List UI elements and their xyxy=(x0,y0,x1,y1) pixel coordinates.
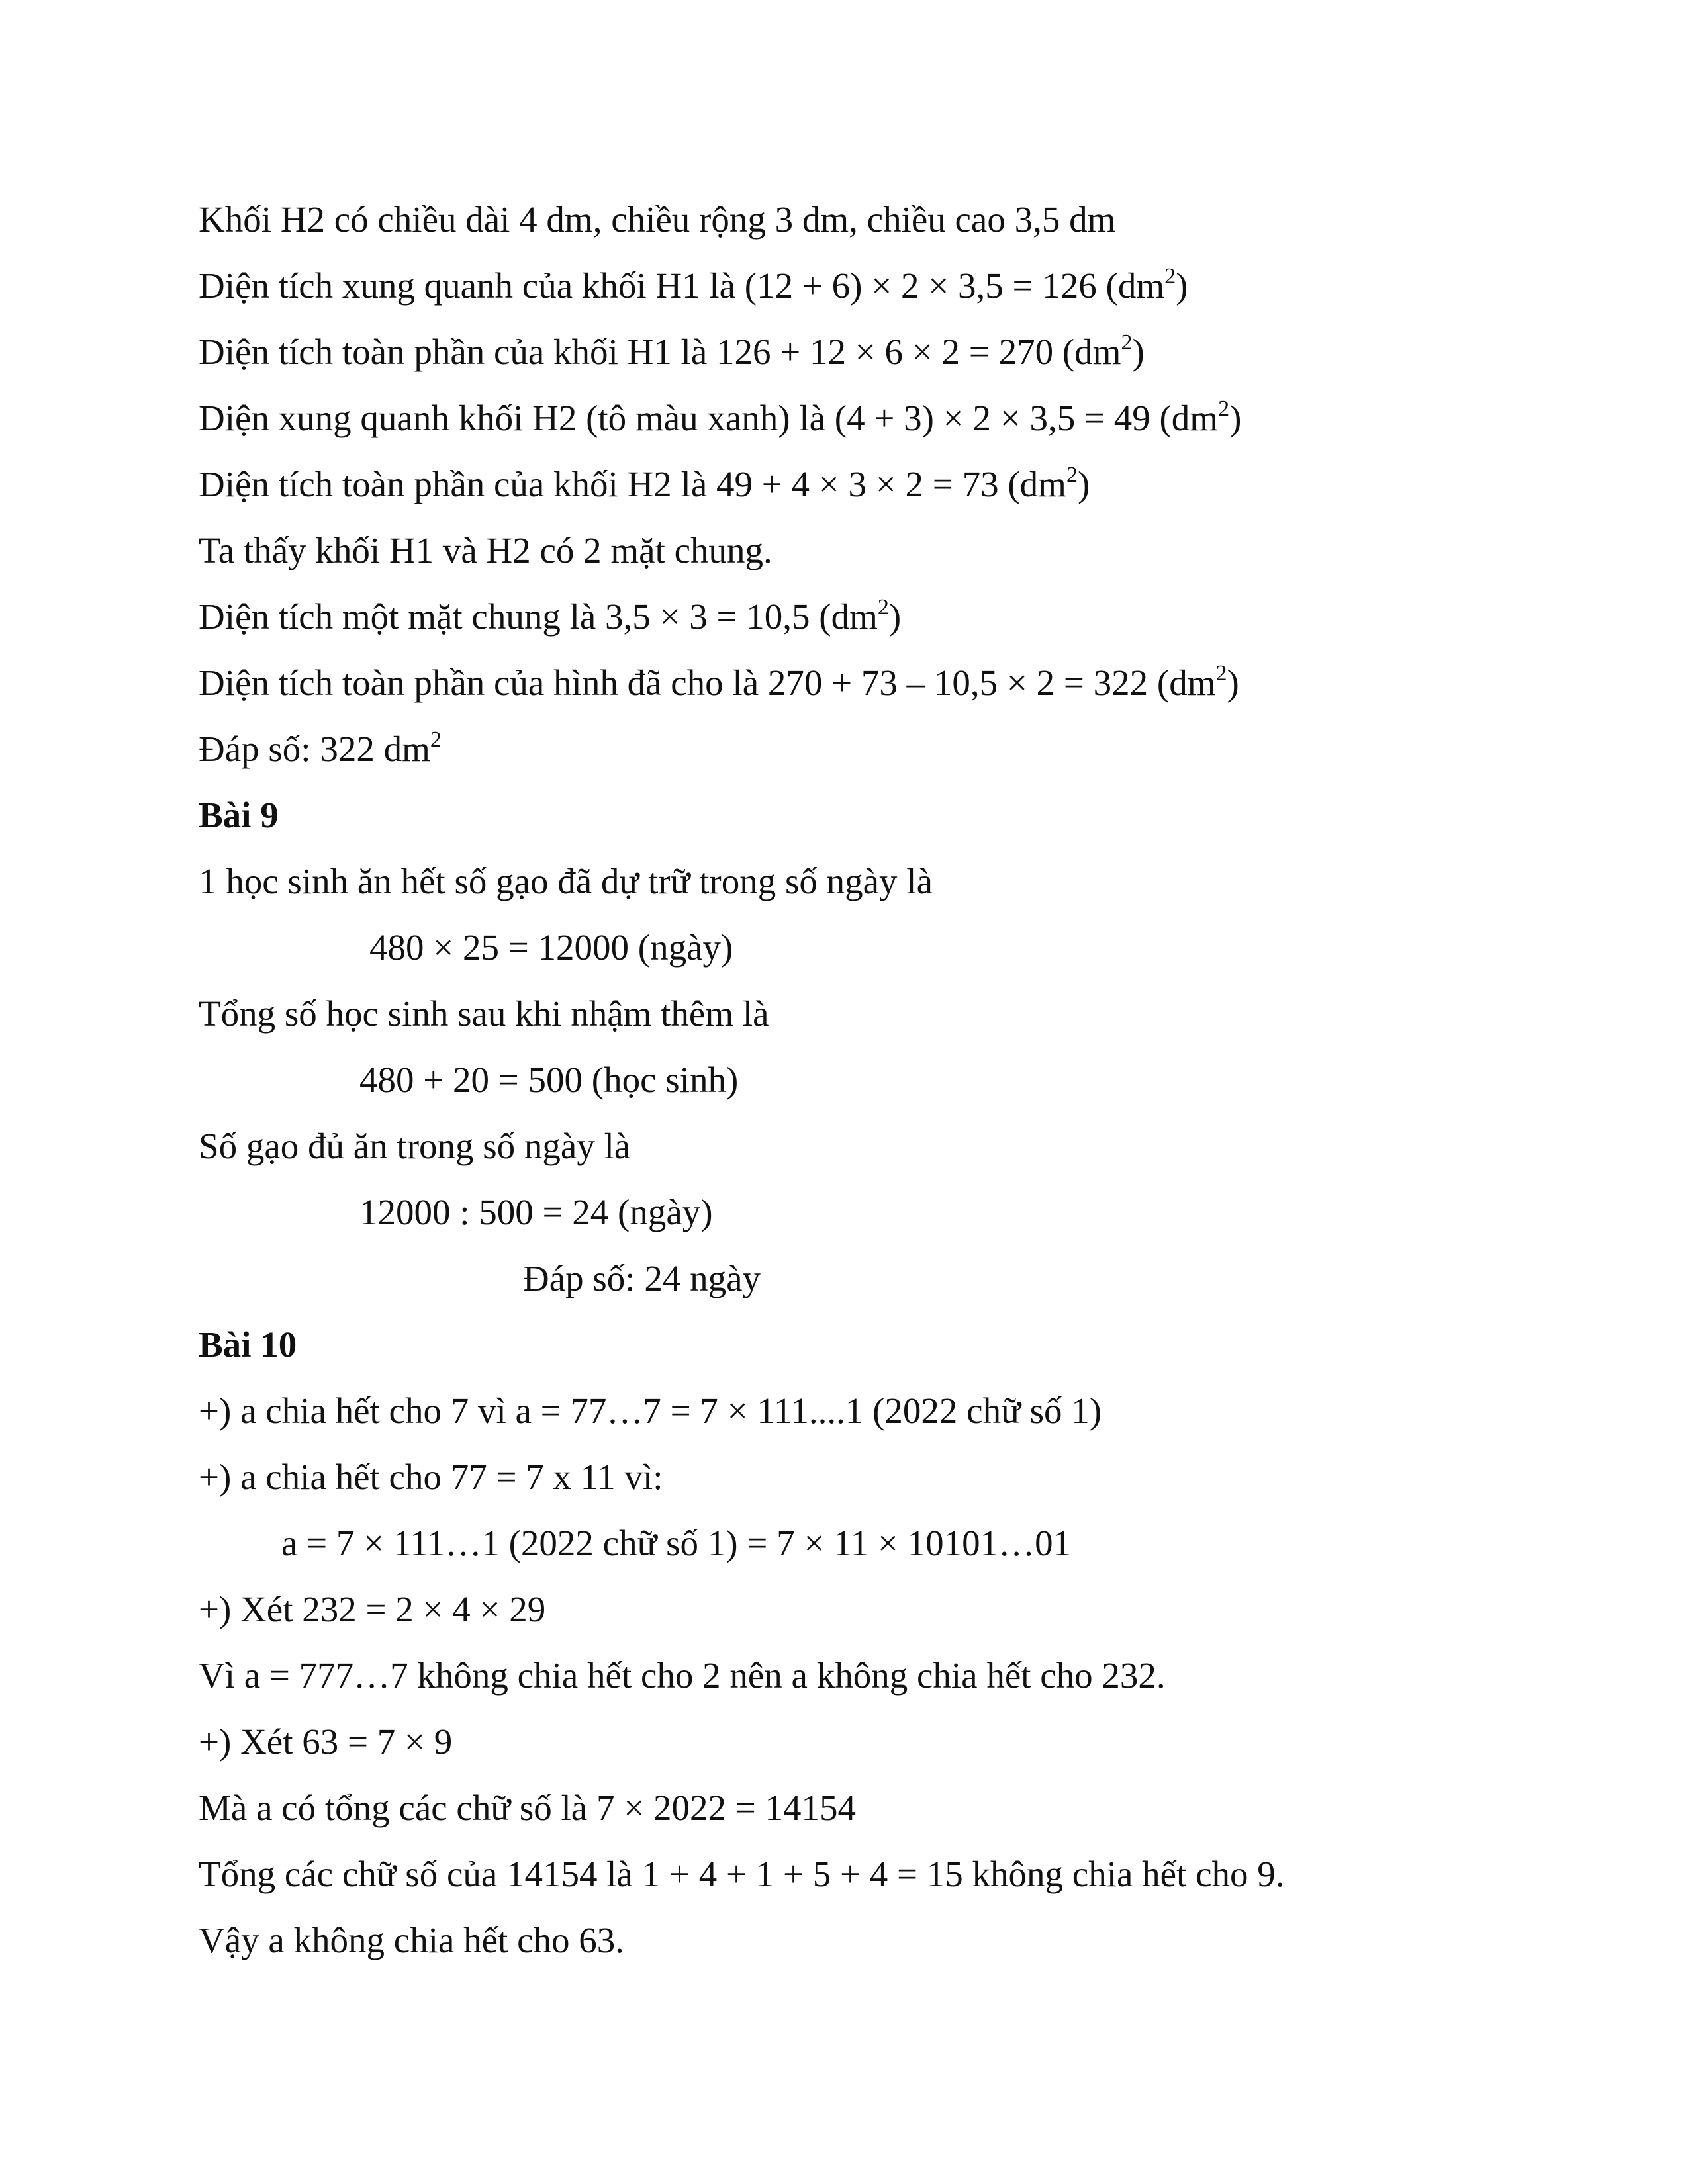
text-line-h1-lateral-area: Diện tích xung quanh của khối H1 là (12 + 6) × 2 × 3,5 = 126 $(dm^2)$ xyxy=(199,264,1188,306)
text-line-common-face-area: Diện tích một mặt chung là 3,5 × 3 = 10,5 $(dm^2)$ xyxy=(199,595,902,637)
text-line-consider-63: +) Xét 63 = 7 × 9 xyxy=(199,1721,453,1762)
text-line-not-divisible-232: Vì a = 777…7 không chia hết cho 2 nên a không chia hết cho 232. xyxy=(199,1655,1166,1696)
text-line-answer-322: Đáp số: 322 $dm^2$ xyxy=(199,727,442,769)
text-line-h2-lateral-area: Diện xung quanh khối H2 (tô màu xanh) là (4 + 3) × 2 × 3,5 = 49 $(dm^2)$ xyxy=(199,396,1242,438)
text-line-h2-dimensions: Khối H2 có chiều dài 4 dm, chiều rộng 3 dm, chiều cao 3,5 dm xyxy=(199,199,1116,240)
equation-480-plus-20: 480 + 20 = 500 (học sinh) xyxy=(359,1060,739,1100)
heading-bai-9: Bài 9 xyxy=(199,795,279,835)
text-line-divisible-by-77: +) a chia hết cho 77 = 7 x 11 vì: xyxy=(199,1457,663,1497)
text-line-digit-sum-14154: Tổng các chữ số của 14154 là 1 + 4 + 1 + 5 + 4 = 15 không chia hết cho 9. xyxy=(199,1854,1285,1894)
text-line-common-faces: Ta thấy khối H1 và H2 có 2 mặt chung. xyxy=(199,530,773,570)
text-line-total-students: Tổng số học sinh sau khi nhậm thêm là xyxy=(199,993,769,1034)
text-line-rice-days: Số gạo đủ ăn trong số ngày là xyxy=(199,1126,631,1166)
equation-480x25: 480 × 25 = 12000 (ngày) xyxy=(369,927,733,968)
equation-12000-div-500: 12000 : 500 = 24 (ngày) xyxy=(359,1192,713,1232)
text-line-consider-232: +) Xét 232 = 2 × 4 × 29 xyxy=(199,1589,546,1629)
text-line-digit-sum: Mà a có tổng các chữ số là 7 × 2022 = 14154 xyxy=(199,1788,857,1828)
heading-bai-10: Bài 10 xyxy=(199,1324,297,1365)
text-line-answer-24-days: Đáp số: 24 ngày xyxy=(523,1258,761,1298)
text-line-divisible-by-7: +) a chia hết cho 7 vì a = 77…7 = 7 × 111....1 (2022 chữ số 1) xyxy=(199,1390,1102,1431)
text-line-shape-total-area: Diện tích toàn phần của hình đã cho là 270 + 73 – 10,5 × 2 = 322 $(dm^2)$ xyxy=(199,661,1239,703)
text-line-one-student-days: 1 học sinh ăn hết số gạo đã dự trữ trong số ngày là xyxy=(199,861,933,901)
text-line-conclusion-63: Vậy a không chia hết cho 63. xyxy=(199,1920,625,1960)
equation-a-factorization: a = 7 × 111…1 (2022 chữ số 1) = 7 × 11 × 10101…01 xyxy=(281,1523,1072,1563)
text-line-h1-total-area: Diện tích toàn phần của khối H1 là 126 + 12 × 6 × 2 = 270 $(dm^2)$ xyxy=(199,330,1145,372)
text-line-h2-total-area: Diện tích toàn phần của khối H2 là 49 + 4 × 3 × 2 = 73 $(dm^2)$ xyxy=(199,463,1090,504)
